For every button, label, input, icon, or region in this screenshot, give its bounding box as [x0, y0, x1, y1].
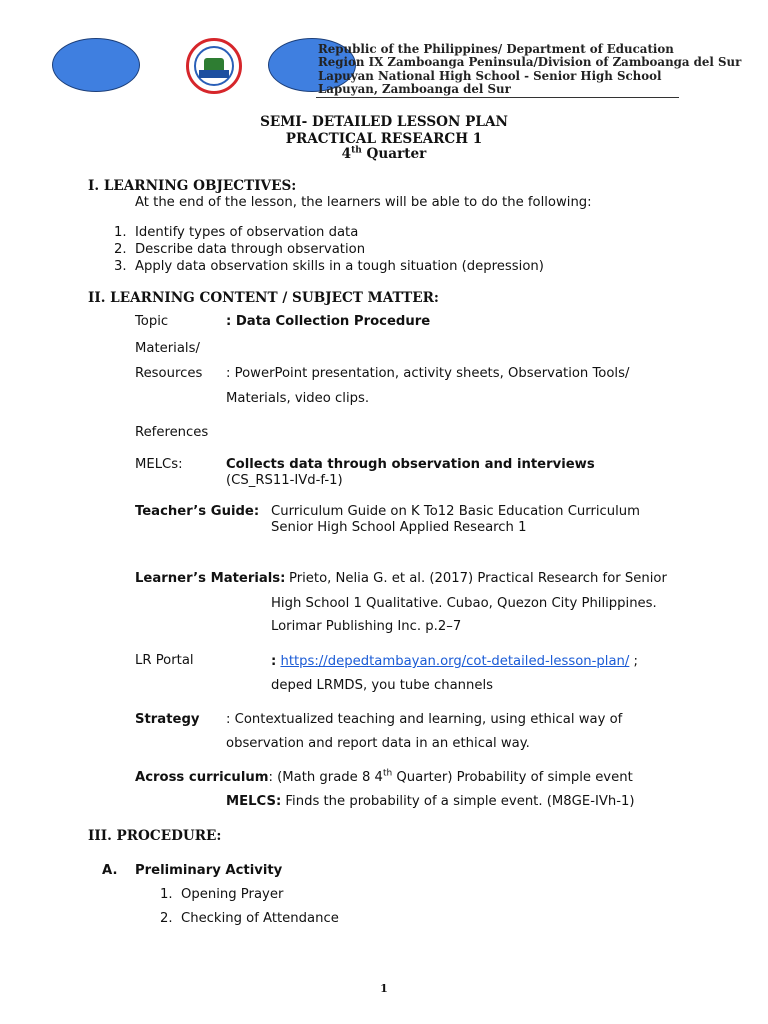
procedure-item: Opening Prayer — [181, 887, 284, 902]
lr-portal-value-cont: deped LRMDS, you tube channels — [271, 678, 494, 693]
lr-portal-value: : https://depedtambayan.org/cot-detailed-lesson-plan/ ; — [271, 654, 638, 669]
preliminary-activity-title: Preliminary Activity — [135, 863, 283, 878]
header-rule — [316, 97, 679, 98]
melcs-value: Collects data through observation and interviews — [226, 457, 595, 472]
header-line-2: Region IX Zamboanga Peninsula/Division of Zamboanga del Sur — [318, 55, 742, 69]
procedure-heading: III. PROCEDURE: — [88, 828, 222, 844]
procedure-item-num: 2. — [160, 911, 173, 926]
resources-value: : PowerPoint presentation, activity sheets, Observation Tools/ — [226, 366, 630, 381]
strategy-label: Strategy — [135, 712, 200, 727]
content-heading: II. LEARNING CONTENT / SUBJECT MATTER: — [88, 290, 439, 306]
objective-item: Apply data observation skills in a tough situation (depression) — [135, 259, 544, 274]
teachers-guide-value-cont: Senior High School Applied Research 1 — [271, 520, 527, 535]
learners-materials-value-cont: Lorimar Publishing Inc. p.2–7 — [271, 619, 462, 634]
objective-item-num: 2. — [114, 242, 127, 257]
page-number: 1 — [380, 982, 388, 995]
header-line-4: Lapuyan, Zamboanga del Sur — [318, 82, 511, 96]
procedure-item: Checking of Attendance — [181, 911, 339, 926]
header-line-1: Republic of the Philippines/ Department of Education — [318, 42, 674, 56]
across-curriculum-label: Across curriculum — [135, 770, 269, 785]
across-curriculum-row: Across curriculum: (Math grade 8 4th Quarter) Probability of simple event — [135, 768, 633, 785]
quarter-title: 4th Quarter — [341, 145, 427, 162]
procedure-item-num: 1. — [160, 887, 173, 902]
melcs-code: (CS_RS11-IVd-f-1) — [226, 473, 343, 488]
objective-item: Identify types of observation data — [135, 225, 359, 240]
lr-portal-link[interactable]: https://depedtambayan.org/cot-detailed-lesson-plan/ — [280, 654, 630, 669]
learners-materials-value: Prieto, Nelia G. et al. (2017) Practical Research for Senior — [289, 571, 667, 586]
objective-item-num: 3. — [114, 259, 127, 274]
objectives-intro: At the end of the lesson, the learners will be able to do the following: — [135, 195, 592, 210]
learners-materials-label: Learner’s Materials: — [135, 571, 286, 586]
materials-label: Materials/ — [135, 341, 200, 356]
melcs-label: MELCs: — [135, 457, 183, 472]
resources-value-cont: Materials, video clips. — [226, 391, 370, 406]
strategy-value-cont: observation and report data in an ethical way. — [226, 736, 530, 751]
topic-label: Topic — [135, 314, 169, 329]
lr-portal-label: LR Portal — [135, 653, 194, 668]
strategy-value: : Contextualized teaching and learning, using ethical way of — [226, 712, 623, 727]
preliminary-activity-letter: A. — [102, 863, 118, 878]
resources-label: Resources — [135, 366, 203, 381]
teachers-guide-value: Curriculum Guide on K To12 Basic Education Curriculum — [271, 504, 641, 519]
header-line-3: Lapuyan National High School - Senior High School — [318, 69, 662, 83]
objective-item: Describe data through observation — [135, 242, 366, 257]
learners-materials-value-cont: High School 1 Qualitative. Cubao, Quezon City Philippines. — [271, 596, 657, 611]
right-logo-oval — [136, 38, 184, 92]
school-seal-logo — [186, 38, 242, 94]
references-label: References — [135, 425, 209, 440]
teachers-guide-label: Teacher’s Guide: — [135, 504, 260, 519]
objectives-heading: I. LEARNING OBJECTIVES: — [88, 178, 297, 194]
left-logo-oval — [52, 38, 140, 92]
topic-value: : Data Collection Procedure — [226, 314, 431, 329]
document-title: SEMI- DETAILED LESSON PLAN — [260, 114, 508, 130]
subject-title: PRACTICAL RESEARCH 1 — [285, 131, 483, 147]
objective-item-num: 1. — [114, 225, 127, 240]
across-curriculum-melcs: MELCS: Finds the probability of a simple event. (M8GE-IVh-1) — [226, 794, 635, 809]
